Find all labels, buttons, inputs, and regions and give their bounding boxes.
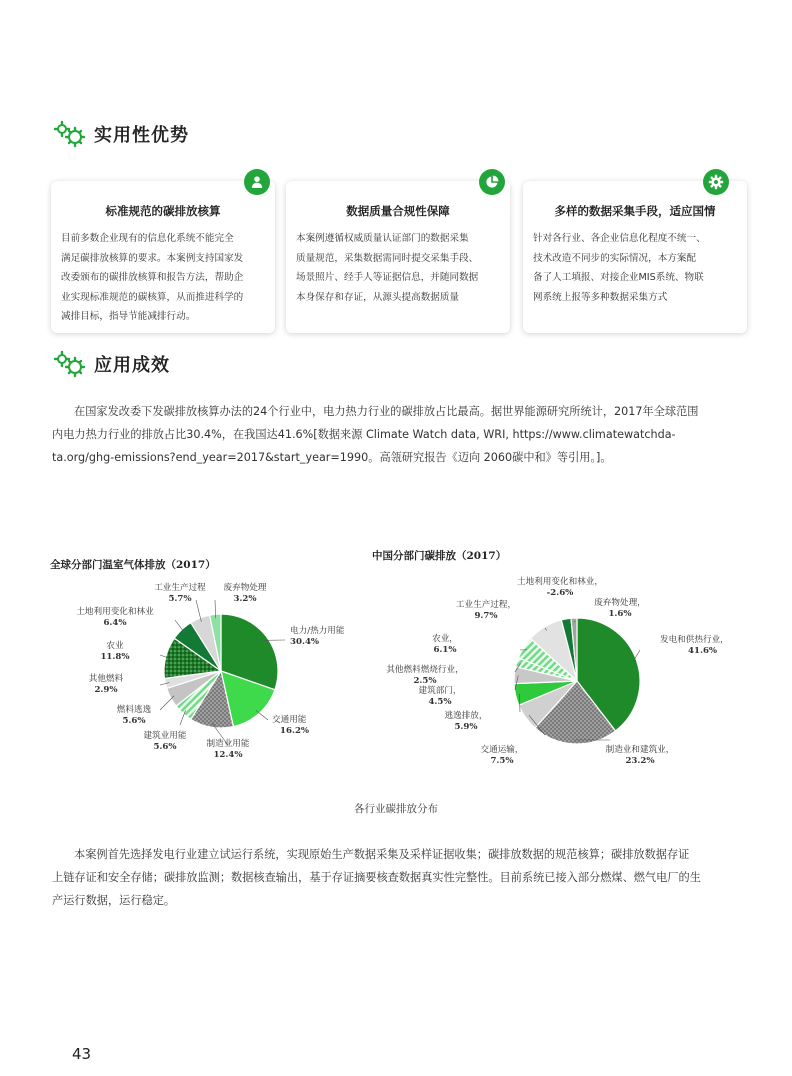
slice-value-label: 6.1% xyxy=(433,645,457,655)
chart-title-china: 中国分部门碳排放（2017） xyxy=(372,550,507,562)
chart-title-global: 全球分部门温室气体排放（2017） xyxy=(50,559,216,571)
leader-line xyxy=(160,696,174,710)
section-title: 实用性优势 xyxy=(94,125,189,146)
card-line: 质量规范，采集数据需同时提交采集手段、 xyxy=(296,252,479,264)
card-line: 目前多数企业现有的信息化系统不能完全 xyxy=(61,233,234,244)
card-line: 减排目标，指导节能减排行动。 xyxy=(61,311,196,322)
slice-value-label: 5.7% xyxy=(168,594,192,604)
slice-label: 土地利用变化和林业 xyxy=(76,607,154,617)
slice-label: 交通运输， xyxy=(480,745,524,755)
outro-paragraph xyxy=(52,843,742,912)
card-line: 本身保存和存证，从源头提高数据质量 xyxy=(296,291,460,303)
card-title: 标准规范的碳排放核算 xyxy=(105,204,221,218)
slice-value-label: 1.6% xyxy=(608,609,632,619)
slice-label: 制造业和建筑业， xyxy=(605,745,675,755)
slice-value-label: 12.4% xyxy=(213,750,243,760)
slice-label: 发电和供热行业， xyxy=(660,635,729,645)
paragraph-line: 产运行数据，运行稳定。 xyxy=(52,894,176,907)
page-number: 43 xyxy=(72,1045,92,1063)
slice-label: 其他燃料 xyxy=(88,674,124,684)
chart-caption: 各行业碳排放分布 xyxy=(354,803,438,815)
gears-icon xyxy=(52,120,88,148)
slice-value-label: 4.5% xyxy=(428,697,452,707)
charts-canvas xyxy=(0,560,792,780)
slice-value-label: 5.6% xyxy=(153,742,177,752)
slice-label: 土地利用变化和林业， xyxy=(517,577,603,587)
card-line: 技术改造不同步的实际情况，本方案配 xyxy=(533,252,697,264)
slice-label: 交通用能 xyxy=(272,715,307,725)
slice-label: 其他燃料燃烧行业， xyxy=(386,665,464,675)
feature-card-data-quality xyxy=(286,181,510,333)
slice-value-label: 2.5% xyxy=(413,676,437,686)
slice-value-label: 7.5% xyxy=(490,756,514,766)
leader-line xyxy=(256,711,268,720)
paragraph-line: ta.org/ghg-emissions?end_year=2017&start_year=1990。高瓴研究报告《迈向 2060碳中和》等引用。]。 xyxy=(52,451,612,464)
slice-value-label: 30.4% xyxy=(290,637,320,647)
slice-label: 制造业用能 xyxy=(206,739,250,749)
user-icon xyxy=(250,175,264,189)
feature-card-standard-accounting xyxy=(51,181,275,333)
slice-label: 农业 xyxy=(106,641,124,651)
slice-value-label: 9.7% xyxy=(474,611,498,621)
card-line: 业实现标准规范的碳核算，从而推进科学的 xyxy=(61,291,244,303)
slice-value-label: 11.8% xyxy=(100,652,130,662)
gear-icon xyxy=(708,174,724,190)
section-header-results xyxy=(52,350,170,378)
section-header-advantages xyxy=(52,120,189,148)
slice-label: 工业生产过程 xyxy=(154,583,206,593)
slice-value-label: 3.2% xyxy=(233,594,257,604)
slice-label: 农业， xyxy=(432,634,458,644)
card-line: 改委颁布的碳排放核算和报告方法，帮助企 xyxy=(61,272,244,283)
card-badge xyxy=(244,169,270,195)
leader-line xyxy=(175,620,185,633)
slice-label: 建筑业用能 xyxy=(143,731,187,741)
slice-value-label: 5.6% xyxy=(122,716,146,726)
slice-label: 废弃物处理 xyxy=(223,583,267,593)
slice-value-label: 16.2% xyxy=(280,726,310,736)
card-line: 针对各行业、各企业信息化程度不统一、 xyxy=(533,233,706,244)
slice-label: 逃逸排放， xyxy=(444,711,488,721)
feature-card-collection-methods xyxy=(523,181,747,333)
slice-value-label: -2.6% xyxy=(546,588,574,598)
slice-value-label: 6.4% xyxy=(103,618,127,628)
card-line: 满足碳排放核算的要求。本案例支持国家发 xyxy=(61,252,244,264)
slice-label: 燃料逃逸 xyxy=(116,705,152,715)
section-title: 应用成效 xyxy=(94,355,170,376)
slice-value-label: 23.2% xyxy=(625,756,655,766)
pie-chart-icon xyxy=(485,175,499,189)
card-badge xyxy=(703,169,729,195)
pie-chart-china xyxy=(386,575,728,766)
slice-value-label: 41.6% xyxy=(688,646,718,656)
card-line: 本案例遵循权威质量认证部门的数据采集 xyxy=(296,233,469,244)
card-body xyxy=(61,229,265,327)
card-title: 多样的数据采集手段，适应国情 xyxy=(554,204,716,218)
intro-paragraph xyxy=(52,400,742,469)
card-title: 数据质量合规性保障 xyxy=(346,204,450,218)
card-line: 备了人工填报、对接企业MIS系统、物联 xyxy=(533,272,704,283)
slice-label: 电力/热力用能 xyxy=(290,626,345,636)
card-badge xyxy=(479,169,505,195)
paragraph-line: 上链存证和安全存储；碳排放监测；数据核查输出，基于存证摘要核查数据真实性完整性。目前系统已接入部分燃煤、燃气电厂的生 xyxy=(52,871,701,884)
paragraph-line: 本案例首先选择发电行业建立试运行系统，实现原始生产数据采集及采样证据收集；碳排放数据的规范核算；碳排放数据存证 xyxy=(74,848,690,861)
slice-label: 工业生产过程， xyxy=(455,600,517,610)
paragraph-line: 在国家发改委下发碳排放核算办法的24个行业中，电力热力行业的碳排放占比最高。据世界能源研究所统计，2017年全球范围 xyxy=(74,405,699,418)
card-line: 网系统上报等多种数据采集方式 xyxy=(533,291,668,303)
slice-label: 建筑部门， xyxy=(418,686,462,696)
slice-value-label: 5.9% xyxy=(454,722,478,732)
slice-value-label: 2.9% xyxy=(94,685,118,695)
card-body xyxy=(533,229,737,307)
card-line: 场景照片、经手人等证据信息，并随同数据 xyxy=(296,272,479,283)
card-body xyxy=(296,229,500,307)
pie-chart-global xyxy=(76,581,345,760)
slice-label: 废弃物处理， xyxy=(594,598,646,608)
paragraph-line: 内电力热力行业的排放占比30.4%，在我国达41.6%[数据来源 Climate Watch data, WRI, https://www.climatewatchda- xyxy=(52,428,676,441)
gears-icon xyxy=(52,350,88,378)
